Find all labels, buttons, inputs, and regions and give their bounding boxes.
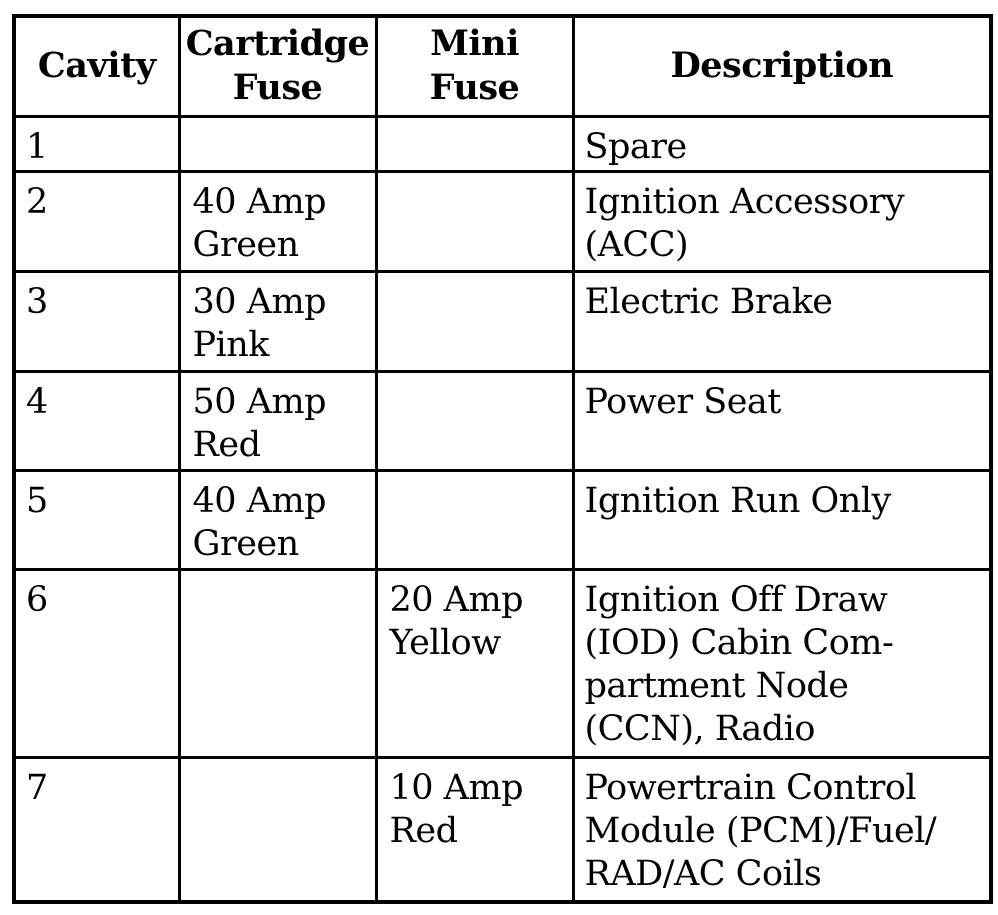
fuse-table <box>12 14 993 904</box>
cartridge-fuse-cell: 30 Amp Pink <box>179 272 376 372</box>
description-cell: Powertrain Control Module (PCM)/Fuel/ RAD/AC Coils <box>573 758 991 902</box>
table-row <box>14 758 991 902</box>
cavity-cell: 1 <box>14 116 179 172</box>
cavity-cell: 5 <box>14 471 179 570</box>
table-row <box>14 569 991 757</box>
cavity-cell: 3 <box>14 272 179 372</box>
cartridge-fuse-cell <box>179 569 376 757</box>
mini-fuse-cell <box>376 116 573 172</box>
table-row <box>14 172 991 272</box>
cavity-cell: 6 <box>14 569 179 757</box>
cavity-cell: 2 <box>14 172 179 272</box>
cartridge-fuse-cell <box>179 758 376 902</box>
table-row <box>14 371 991 471</box>
description-cell: Ignition Accessory (ACC) <box>573 172 991 272</box>
cavity-cell: 4 <box>14 371 179 471</box>
cartridge-fuse-cell <box>179 116 376 172</box>
description-cell: Spare <box>573 116 991 172</box>
table-row <box>14 116 991 172</box>
description-cell: Electric Brake <box>573 272 991 372</box>
mini-fuse-cell <box>376 371 573 471</box>
header-row <box>14 16 991 116</box>
description-cell: Ignition Off Draw (IOD) Cabin Com- partment Node (CCN), Radio <box>573 569 991 757</box>
mini-fuse-cell: 10 Amp Red <box>376 758 573 902</box>
description-cell: Power Seat <box>573 371 991 471</box>
table-row <box>14 272 991 372</box>
mini-fuse-cell <box>376 471 573 570</box>
header-cartridge-fuse: Cartridge Fuse <box>179 16 376 116</box>
header-description: Description <box>573 16 991 116</box>
cartridge-fuse-cell: 40 Amp Green <box>179 471 376 570</box>
cavity-cell: 7 <box>14 758 179 902</box>
header-cavity: Cavity <box>14 16 179 116</box>
header-mini-fuse: Mini Fuse <box>376 16 573 116</box>
mini-fuse-cell <box>376 172 573 272</box>
cartridge-fuse-cell: 50 Amp Red <box>179 371 376 471</box>
cartridge-fuse-cell: 40 Amp Green <box>179 172 376 272</box>
table-row <box>14 471 991 570</box>
mini-fuse-cell <box>376 272 573 372</box>
description-cell: Ignition Run Only <box>573 471 991 570</box>
mini-fuse-cell: 20 Amp Yellow <box>376 569 573 757</box>
